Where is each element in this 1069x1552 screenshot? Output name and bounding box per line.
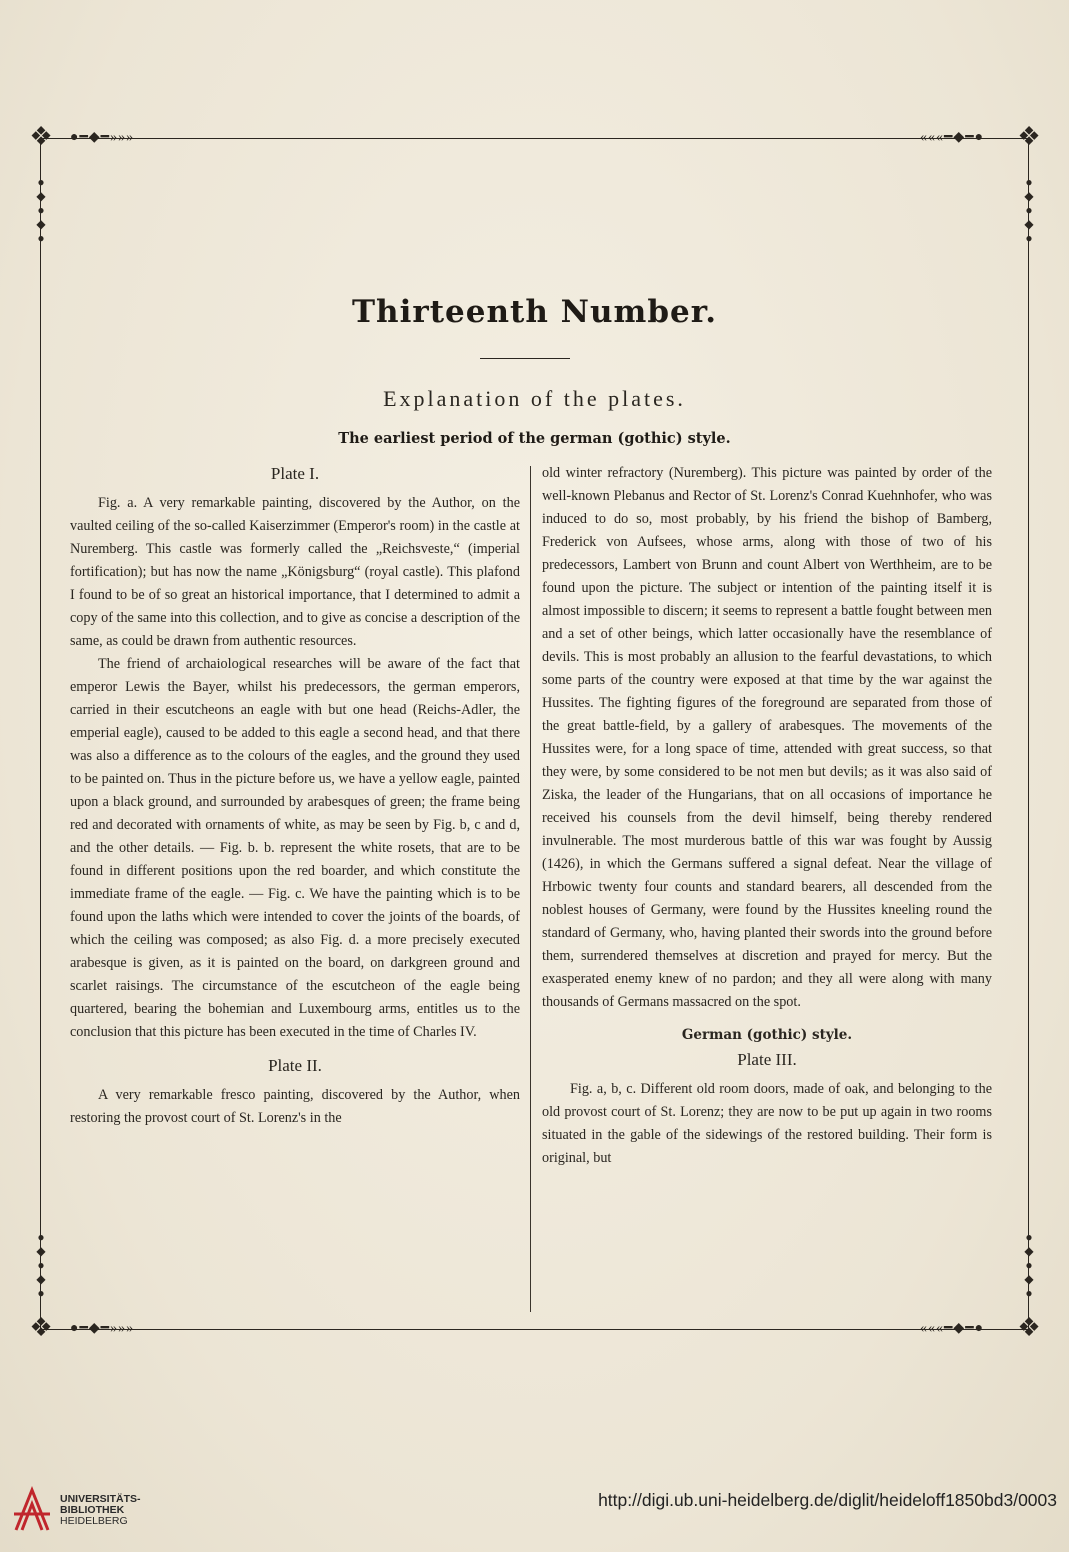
right-column: [542, 462, 992, 1170]
corner-ornament-icon: ❖: [29, 122, 53, 151]
side-ornament-icon: ●◆●◆●: [34, 1230, 48, 1300]
page-subtitle: Explanation of the plates.: [383, 386, 686, 411]
institution-line-2: BIBLIOTHEK: [60, 1504, 125, 1516]
university-logo-icon: [12, 1484, 52, 1534]
plate-3-paragraph-1: Fig. a, b, c. Different old room doors, made of oak, and belonging to the old provost court of St. Lorenz; they are now to be put up again in two rooms situated in the gable of the sidewings of the restored building. Their form is original, but: [542, 1081, 992, 1166]
scroll-ornament-icon: «««━◆━●: [920, 130, 985, 145]
institution-name: [60, 1494, 141, 1527]
corner-ornament-icon: ❖: [1017, 1313, 1041, 1342]
title-divider: [480, 358, 570, 359]
plate-1-paragraph-1: Fig. a. A very remarkable painting, discovered by the Author, on the vaulted ceiling of the so-called Kaiserzimmer (Emperor's room) in the castle at Nuremberg. This castle was formerly called the „Reichsveste,“ (imperial fortification); but has now the name „Königsburg“ (royal castle). This plafond I found to be of so great an historical importance, that I determined to admit a copy of the same into this collection, and to give as concise a description of the same, as could be drawn from authentic resources.: [70, 495, 520, 649]
institution-line-3: HEIDELBERG: [60, 1515, 128, 1527]
section-heading: German (gothic) style.: [681, 1027, 853, 1043]
period-heading: The earliest period of the german (gothic) style.: [338, 430, 731, 447]
frame-top-rule: [40, 138, 1030, 139]
page-title: Thirteenth Number.: [351, 294, 718, 330]
scroll-ornament-icon: ●━◆━»»»: [70, 130, 135, 145]
side-ornament-icon: ●◆●◆●: [34, 175, 48, 245]
plate-3-heading: Plate III.: [737, 1050, 797, 1069]
scroll-ornament-icon: ●━◆━»»»: [70, 1321, 135, 1336]
plate-2-paragraph-1: A very remarkable fresco painting, discovered by the Author, when restoring the provost court of St. Lorenz's in the: [70, 1087, 520, 1126]
plate-2-heading: Plate II.: [268, 1056, 322, 1075]
left-column: [70, 462, 520, 1130]
plate-1-paragraph-2: The friend of archaiological researches will be aware of the fact that emperor Lewis the Bayer, whilst his predecessors, the german emperors, carried in their escutcheons an eagle with but one head (Reichs-Adler, the emperial eagle), caused to be added to this eagle a second head, and that there was also a difference as to the colours of the eagles, and the ground they used to be painted on. Thus in the picture before us, we have a yellow eagle, painted upon a black ground, and surrounded by arabesques of green; the frame being red and decorated with ornaments of white, as may be seen by Fig. b, c and d, and the other details. — Fig. b. b. represent the white rosets, that are to be found in different positions upon the red boarder, and which constitute the immediate frame of the eagle. — Fig. c. We have the painting which is to be found upon the laths which were intended to cover the joints of the boards, of which the ceiling was composed; as also Fig. d. a more precisely executed arabesque is given, as it is painted on the board, on darkgreen ground and scarlet raisings. The circumstance of the escutcheon of the eagle being quartered, bearing the bohemian and Luxembourg arms, entitles us to the conclusion that this picture has been executed in the time of Charles IV.: [70, 656, 520, 1040]
frame-bottom-rule: [40, 1329, 1030, 1330]
side-ornament-icon: ●◆●◆●: [1022, 175, 1036, 245]
corner-ornament-icon: ❖: [29, 1313, 53, 1342]
scroll-ornament-icon: «««━◆━●: [920, 1321, 985, 1336]
corner-ornament-icon: ❖: [1017, 122, 1041, 151]
plate-1-heading: Plate I.: [270, 464, 320, 483]
source-url-link[interactable]: http://digi.ub.uni-heidelberg.de/diglit/heideloff1850bd3/0003: [598, 1490, 1057, 1510]
column-divider: [530, 466, 531, 1312]
side-ornament-icon: ●◆●◆●: [1022, 1230, 1036, 1300]
plate-2-paragraph-continued: old winter refractory (Nuremberg). This picture was painted by order of the well-known Plebanus and Rector of St. Lorenz's Conrad Kuehnhofer, who was induced to do so, most probably, by his friend the bishop of Bamberg, Frederick von Aufsees, whose arms, along with those of two of his predecessors, Lambert von Brunn and count Albert von Werthheim, are to be found upon the picture. The subject or intention of the painting itself it is almost impossible to discern; it seems to represent a battle fought between men and a set of other beings, which latter occasionally have the resemblance of devils. This is most probably an allusion to the fearful devastations, to which some parts of the country were exposed at that time by the war against the Hussites. The fighting figures of the foreground are separated from those of the great battle-field, by a gallery of arabesques. The movements of the Hussites were, for a long space of time, attended with great success, so that they were, by some considered to be not men but devils; as it was also said of Ziska, the leader of the Hungarians, that on all occasions of importance he received his counsels from the devil himself, being thereby rendered invulnerable. The most murderous battle of this war was fought by Aussig (1426), in which the Germans suffered a signal defeat. Near the village of Hrbowic twenty four counts and standard bearers, all descended from the noblest houses of Germany, were found by the Hussites kneeling round the standard of Germany, who, having planted their swords into the ground before them, surrendered themselves at discretion and prayed for mercy. But the exasperated enemy knew of no pardon; and they all were along with many thousands of Germans massacred on the spot.: [542, 465, 992, 1010]
institution-line-1: UNIVERSITÄTS-: [60, 1493, 141, 1505]
